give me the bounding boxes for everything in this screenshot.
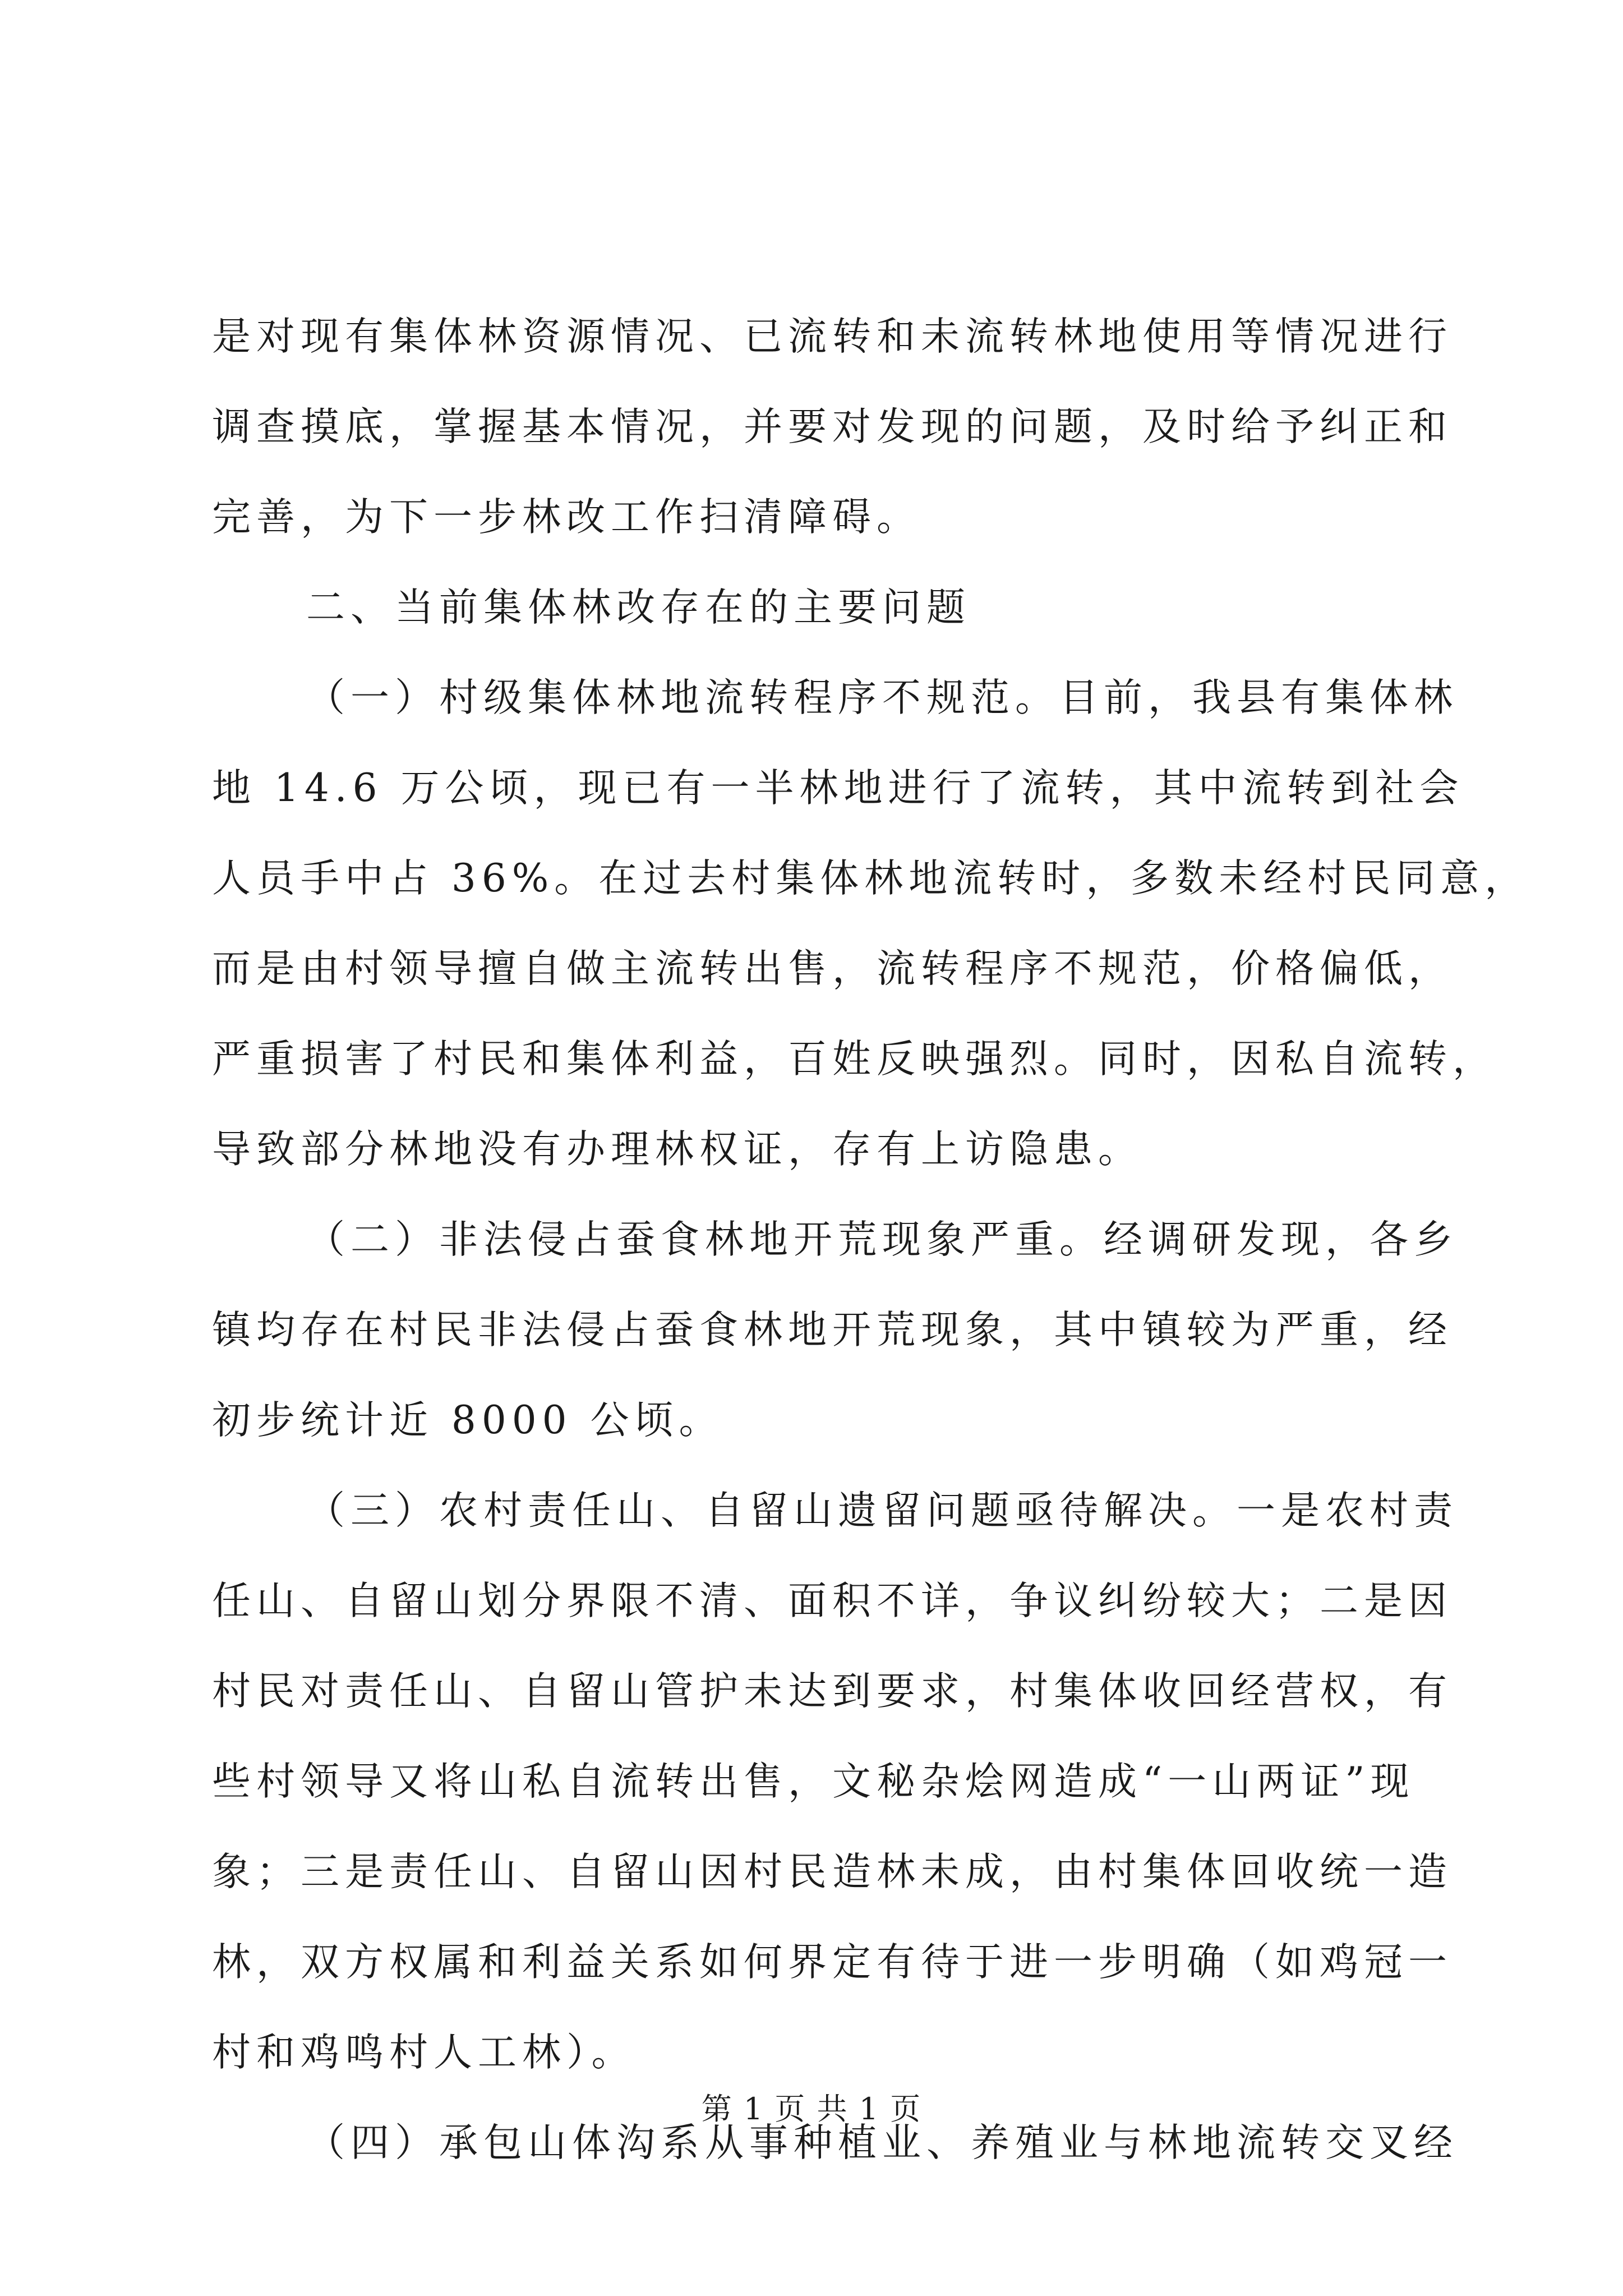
- text-line: 象；三是责任山、自留山因村民造林未成，由村集体回收统一造: [212, 1849, 1453, 1894]
- text-line: 严重损害了村民和集体利益，百姓反映强烈。同时，因私自流转，: [212, 1037, 1497, 1082]
- text-line: （二）非法侵占蚕食林地开荒现象严重。经调研发现，各乡: [306, 1217, 1458, 1262]
- text-line: （四）承包山体沟系从事种植业、养殖业与林地流转交叉经: [306, 2120, 1458, 2165]
- section-heading: 二、当前集体林改存在的主要问题: [306, 585, 971, 630]
- text-line: 完善，为下一步林改工作扫清障碍。: [212, 495, 921, 540]
- text-line: 任山、自留山划分界限不清、面积不详，争议纠纷较大；二是因: [212, 1579, 1453, 1623]
- text-line: 初步统计近 8000 公顷。: [212, 1398, 723, 1443]
- text-line: （三）农村责任山、自留山遗留问题亟待解决。一是农村责: [306, 1488, 1458, 1533]
- text-line: 调查摸底，掌握基本情况，并要对发现的问题，及时给予纠正和: [212, 404, 1453, 449]
- text-line: 些村领导又将山私自流转出售，文秘杂烩网造成“一山两证”现: [212, 1759, 1415, 1804]
- text-line: 镇均存在村民非法侵占蚕食林地开荒现象，其中镇较为严重，经: [212, 1308, 1453, 1352]
- text-line: 林，双方权属和利益关系如何界定有待于进一步明确（如鸡冠一: [212, 1940, 1453, 1985]
- text-line: 而是由村领导擅自做主流转出售，流转程序不规范，价格偏低，: [212, 946, 1453, 991]
- text-line: 导致部分林地没有办理林权证，存有上访隐患。: [212, 1127, 1142, 1172]
- text-line: （一）村级集体林地流转程序不规范。目前，我县有集体林: [306, 675, 1458, 720]
- text-line: 村和鸡鸣村人工林）。: [212, 2030, 636, 2075]
- text-line: 是对现有集体林资源情况、已流转和未流转林地使用等情况进行: [212, 314, 1453, 359]
- text-line: 村民对责任山、自留山管护未达到要求，村集体收回经营权，有: [212, 1669, 1453, 1714]
- text-line: 地 14.6 万公顷，现已有一半林地进行了流转，其中流转到社会: [212, 766, 1464, 811]
- text-line: 人员手中占 36%。在过去村集体林地流转时，多数未经村民同意，: [212, 856, 1529, 901]
- document-body: [212, 292, 1529, 2188]
- page-footer: 第 1 页 共 1 页: [701, 2091, 922, 2127]
